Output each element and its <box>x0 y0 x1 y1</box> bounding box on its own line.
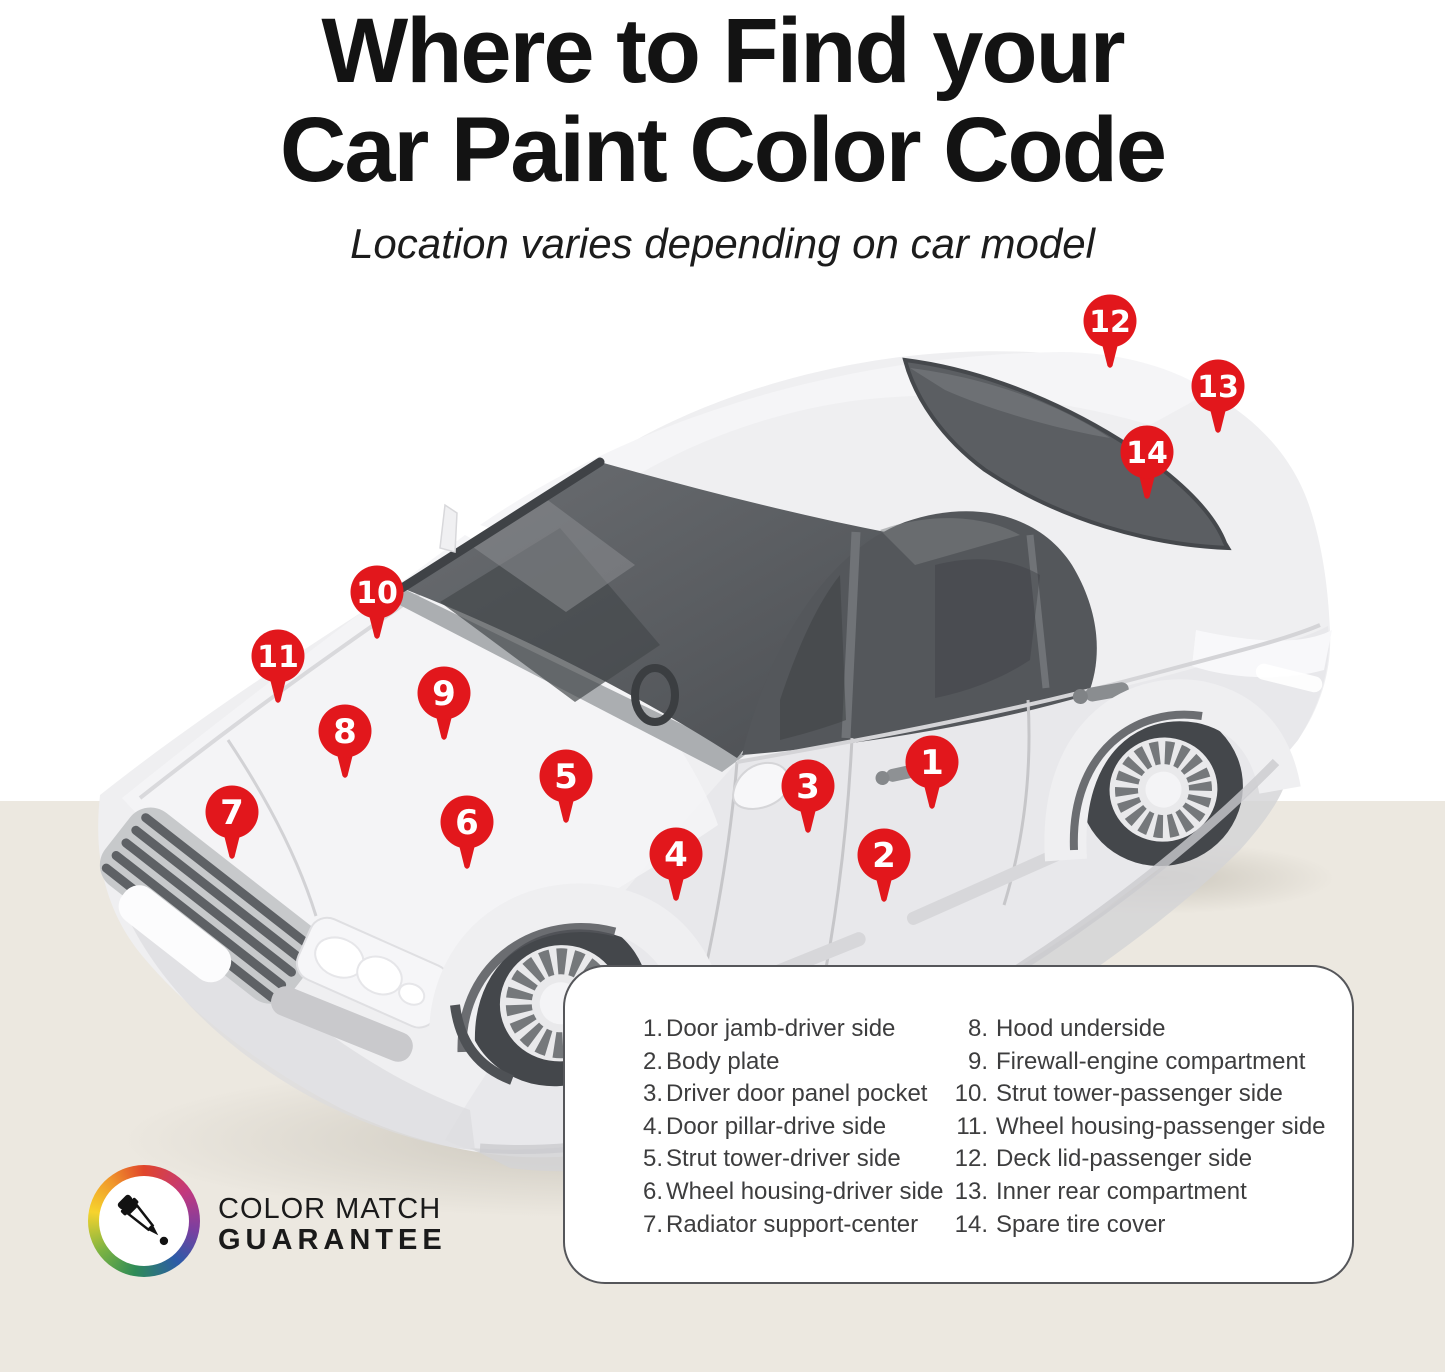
legend-item-label: Hood underside <box>996 1015 1166 1042</box>
legend-item-number: 13. <box>954 1177 988 1205</box>
legend-item <box>940 1111 1326 1144</box>
legend-item-number: 8. <box>967 1015 988 1042</box>
marker-number: 4 <box>664 835 688 876</box>
legend-item-number: 10. <box>954 1080 988 1108</box>
legend-item <box>940 1046 1326 1079</box>
page-title-line1: Where to Find your <box>321 0 1124 102</box>
legend-item-label: Strut tower-passenger side <box>996 1080 1283 1108</box>
marker-number: 1 <box>920 743 944 784</box>
legend-item <box>940 1078 1326 1111</box>
legend-item-label: Wheel housing-driver side <box>666 1177 944 1205</box>
legend-item <box>940 1143 1326 1176</box>
legend-item-number: 12. <box>954 1145 988 1173</box>
legend-box <box>563 965 1354 1284</box>
legend-item-label: Spare tire cover <box>996 1210 1166 1238</box>
legend-item-number: 7. <box>642 1210 663 1238</box>
legend-item-number: 9. <box>967 1047 988 1075</box>
legend-list-left <box>611 1013 943 1241</box>
legend-item <box>611 1111 943 1144</box>
legend-item-label: Wheel housing-passenger side <box>996 1112 1326 1140</box>
page-subtitle: Location varies depending on car model <box>350 220 1095 267</box>
legend-item-number: 6. <box>642 1177 663 1205</box>
marker-number: 13 <box>1197 369 1239 405</box>
badge-text <box>218 1194 447 1255</box>
marker-number: 11 <box>257 639 299 675</box>
legend-item <box>940 1013 1326 1046</box>
marker-number: 14 <box>1126 435 1168 471</box>
badge-line1: COLOR MATCH <box>218 1193 442 1225</box>
legend-item <box>940 1176 1326 1209</box>
legend-item-label: Door jamb-driver side <box>666 1015 896 1042</box>
legend-item-number: 2. <box>642 1047 663 1075</box>
legend-item <box>611 1176 943 1209</box>
legend-item-number: 3. <box>642 1080 663 1108</box>
legend-item-number: 1. <box>642 1015 663 1042</box>
legend-item <box>611 1209 943 1242</box>
legend-item <box>611 1013 943 1046</box>
legend-item <box>611 1046 943 1079</box>
legend-item-label: Radiator support-center <box>666 1210 919 1238</box>
legend-item-number: 11. <box>956 1112 988 1140</box>
legend-item <box>940 1209 1326 1242</box>
legend-item-label: Body plate <box>666 1047 780 1075</box>
marker-number: 2 <box>872 836 896 877</box>
legend-item-label: Firewall-engine compartment <box>996 1047 1306 1075</box>
marker-number: 7 <box>220 793 244 834</box>
badge-line2: GUARANTEE <box>218 1224 447 1256</box>
page-title-line2: Car Paint Color Code <box>279 99 1166 201</box>
legend-item-label: Deck lid-passenger side <box>996 1145 1253 1173</box>
legend-item-label: Strut tower-driver side <box>666 1145 901 1173</box>
marker-number: 3 <box>796 767 820 808</box>
marker-number: 8 <box>333 712 357 753</box>
color-match-badge <box>88 1165 508 1277</box>
marker-number: 9 <box>432 674 456 715</box>
legend-item-label: Driver door panel pocket <box>666 1080 928 1108</box>
eyedropper-icon <box>112 1189 176 1253</box>
legend-item <box>611 1143 943 1176</box>
marker-number: 6 <box>455 803 479 844</box>
legend-item-label: Door pillar-drive side <box>666 1112 887 1140</box>
legend-item <box>611 1078 943 1111</box>
marker-number: 5 <box>554 757 578 798</box>
marker-number: 10 <box>356 575 398 611</box>
legend-item-label: Inner rear compartment <box>996 1177 1247 1205</box>
legend-item-number: 4. <box>642 1112 663 1140</box>
legend-list-right <box>940 1013 1326 1241</box>
legend-item-number: 5. <box>642 1145 663 1173</box>
side-mirror-passenger <box>440 505 457 552</box>
marker-number: 12 <box>1089 304 1131 340</box>
legend-item-number: 14. <box>954 1210 988 1238</box>
